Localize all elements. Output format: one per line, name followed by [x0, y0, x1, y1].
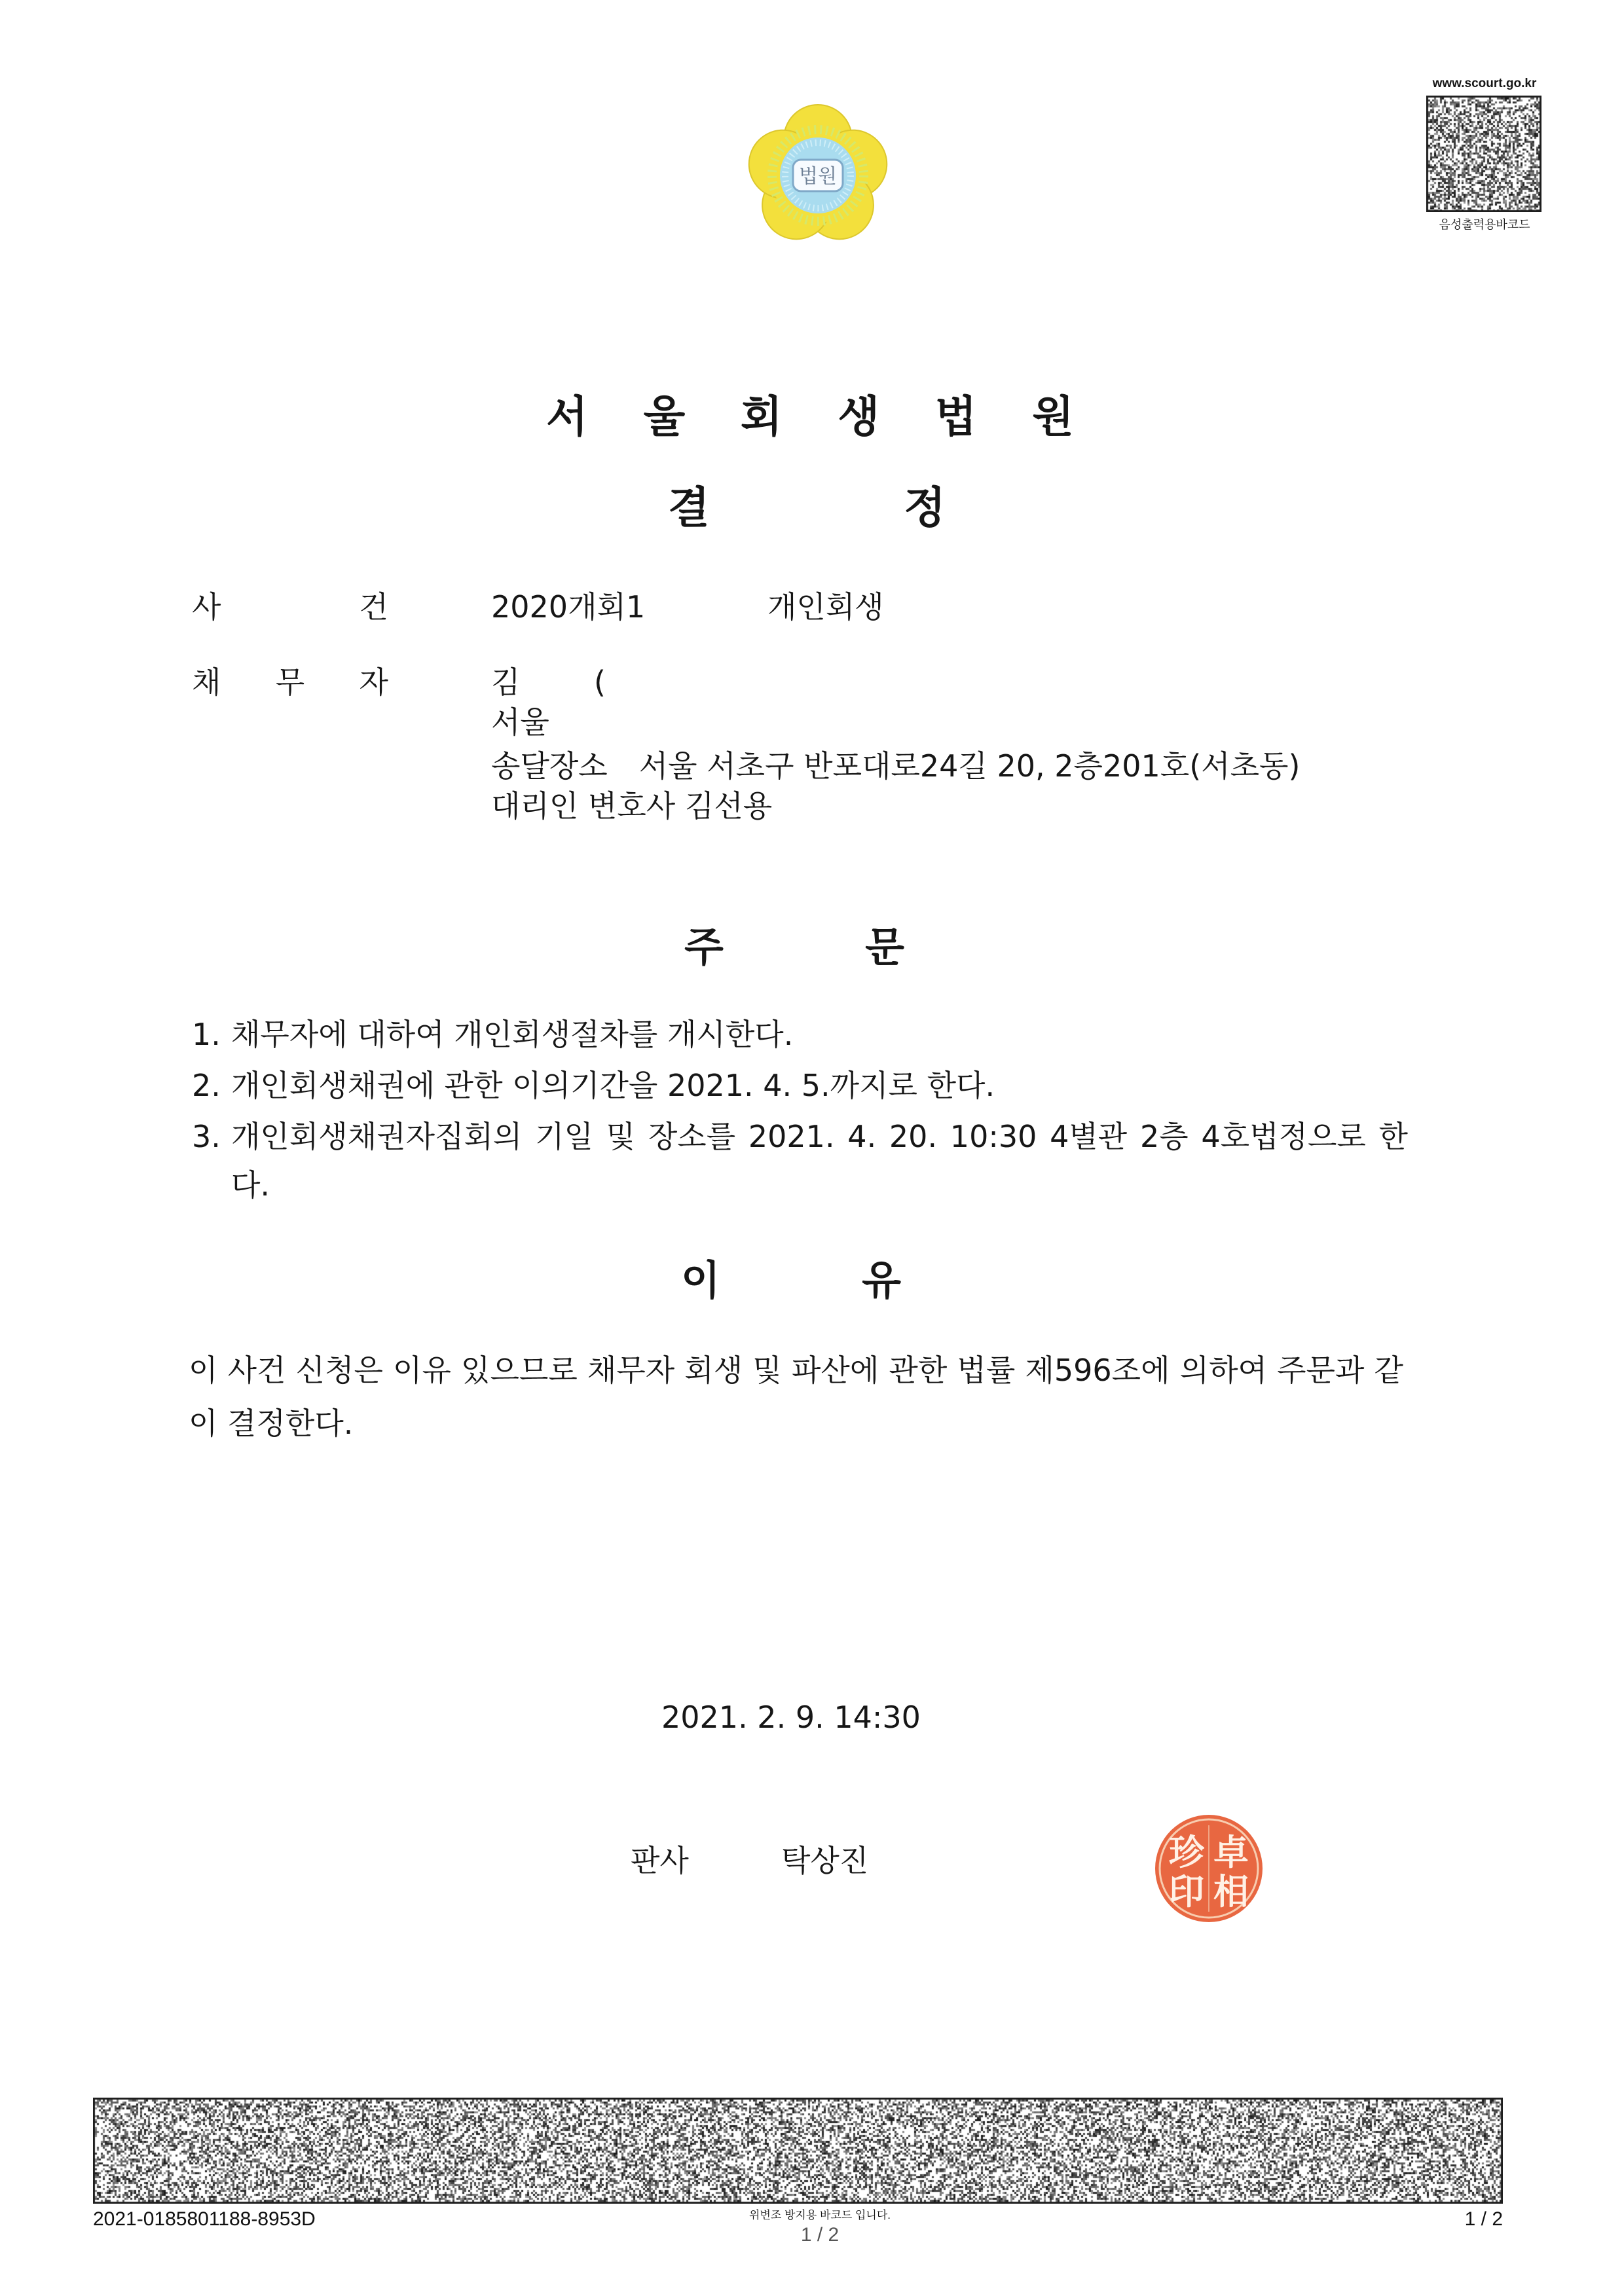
order-item-number: 1.	[192, 1017, 221, 1052]
case-label: 사 건	[192, 589, 388, 625]
document-id: 2021-0185801188-8953D	[93, 2208, 316, 2230]
reasons-heading: 이 유	[681, 1256, 901, 1304]
page-number-right: 1 / 2	[1464, 2208, 1503, 2230]
order-item	[192, 1010, 1408, 1059]
debtor-agent: 대리인 변호사 김선용	[491, 788, 773, 824]
seal-char: 珍	[1169, 1831, 1204, 1873]
page-number-center: 1 / 2	[800, 2224, 840, 2246]
barcode-url: www.scourt.go.kr	[1432, 77, 1537, 90]
document-type: 결 정	[668, 483, 946, 533]
service-address-row	[491, 746, 1300, 786]
judge-title: 판사	[631, 1843, 689, 1878]
order-item-number: 3.	[192, 1119, 221, 1154]
case-type: 개인회생	[767, 589, 884, 625]
order-heading: 주 문	[684, 923, 904, 971]
seal-char: 印	[1169, 1870, 1204, 1912]
reasons-text: 이 사건 신청은 이유 있으므로 채무자 회생 및 파산에 관한 법률 제596조에 의하여 주문과 같이 결정한다.	[189, 1353, 1403, 1441]
case-number: 2020개회1	[491, 589, 646, 625]
service-address: 서울 서초구 반포대로24길 20, 2층201호(서초동)	[638, 748, 1301, 784]
court-emblem-icon	[736, 100, 900, 249]
voice-output-barcode	[1426, 96, 1541, 212]
order-list	[192, 1010, 1408, 1212]
court-name: 서 울 회 생 법 원	[546, 392, 1074, 442]
order-item	[192, 1112, 1408, 1209]
seal-char: 相	[1213, 1870, 1249, 1912]
judge-seal-icon	[1151, 1811, 1266, 1926]
decision-datetime: 2021. 2. 9. 14:30	[661, 1700, 921, 1735]
service-address-label: 송달장소	[491, 748, 608, 784]
order-item-text: 개인회생채권자집회의 기일 및 장소를 2021. 4. 20. 10:30 4별관 2층 4호법정으로 한다.	[231, 1119, 1408, 1203]
anti-forgery-barcode	[93, 2098, 1503, 2204]
seal-char: 卓	[1213, 1831, 1249, 1873]
debtor-name: 김	[491, 665, 521, 700]
order-item-text: 채무자에 대하여 개인회생절차를 개시한다.	[231, 1017, 794, 1052]
debtor-label: 채 무 자	[192, 665, 388, 700]
order-item-number: 2.	[192, 1068, 221, 1103]
judge-name: 탁상진	[781, 1843, 869, 1878]
emblem-lettering: 법원	[799, 165, 837, 188]
barcode-note: 위변조 방지용 바코드 입니다.	[749, 2209, 891, 2221]
debtor-name-paren: (	[594, 665, 606, 700]
order-item	[192, 1061, 1408, 1110]
barcode-caption: 음성출력용바코드	[1439, 218, 1530, 231]
order-item-text: 개인회생채권에 관한 이의기간을 2021. 4. 5.까지로 한다.	[231, 1068, 995, 1103]
debtor-address: 서울	[491, 704, 549, 740]
